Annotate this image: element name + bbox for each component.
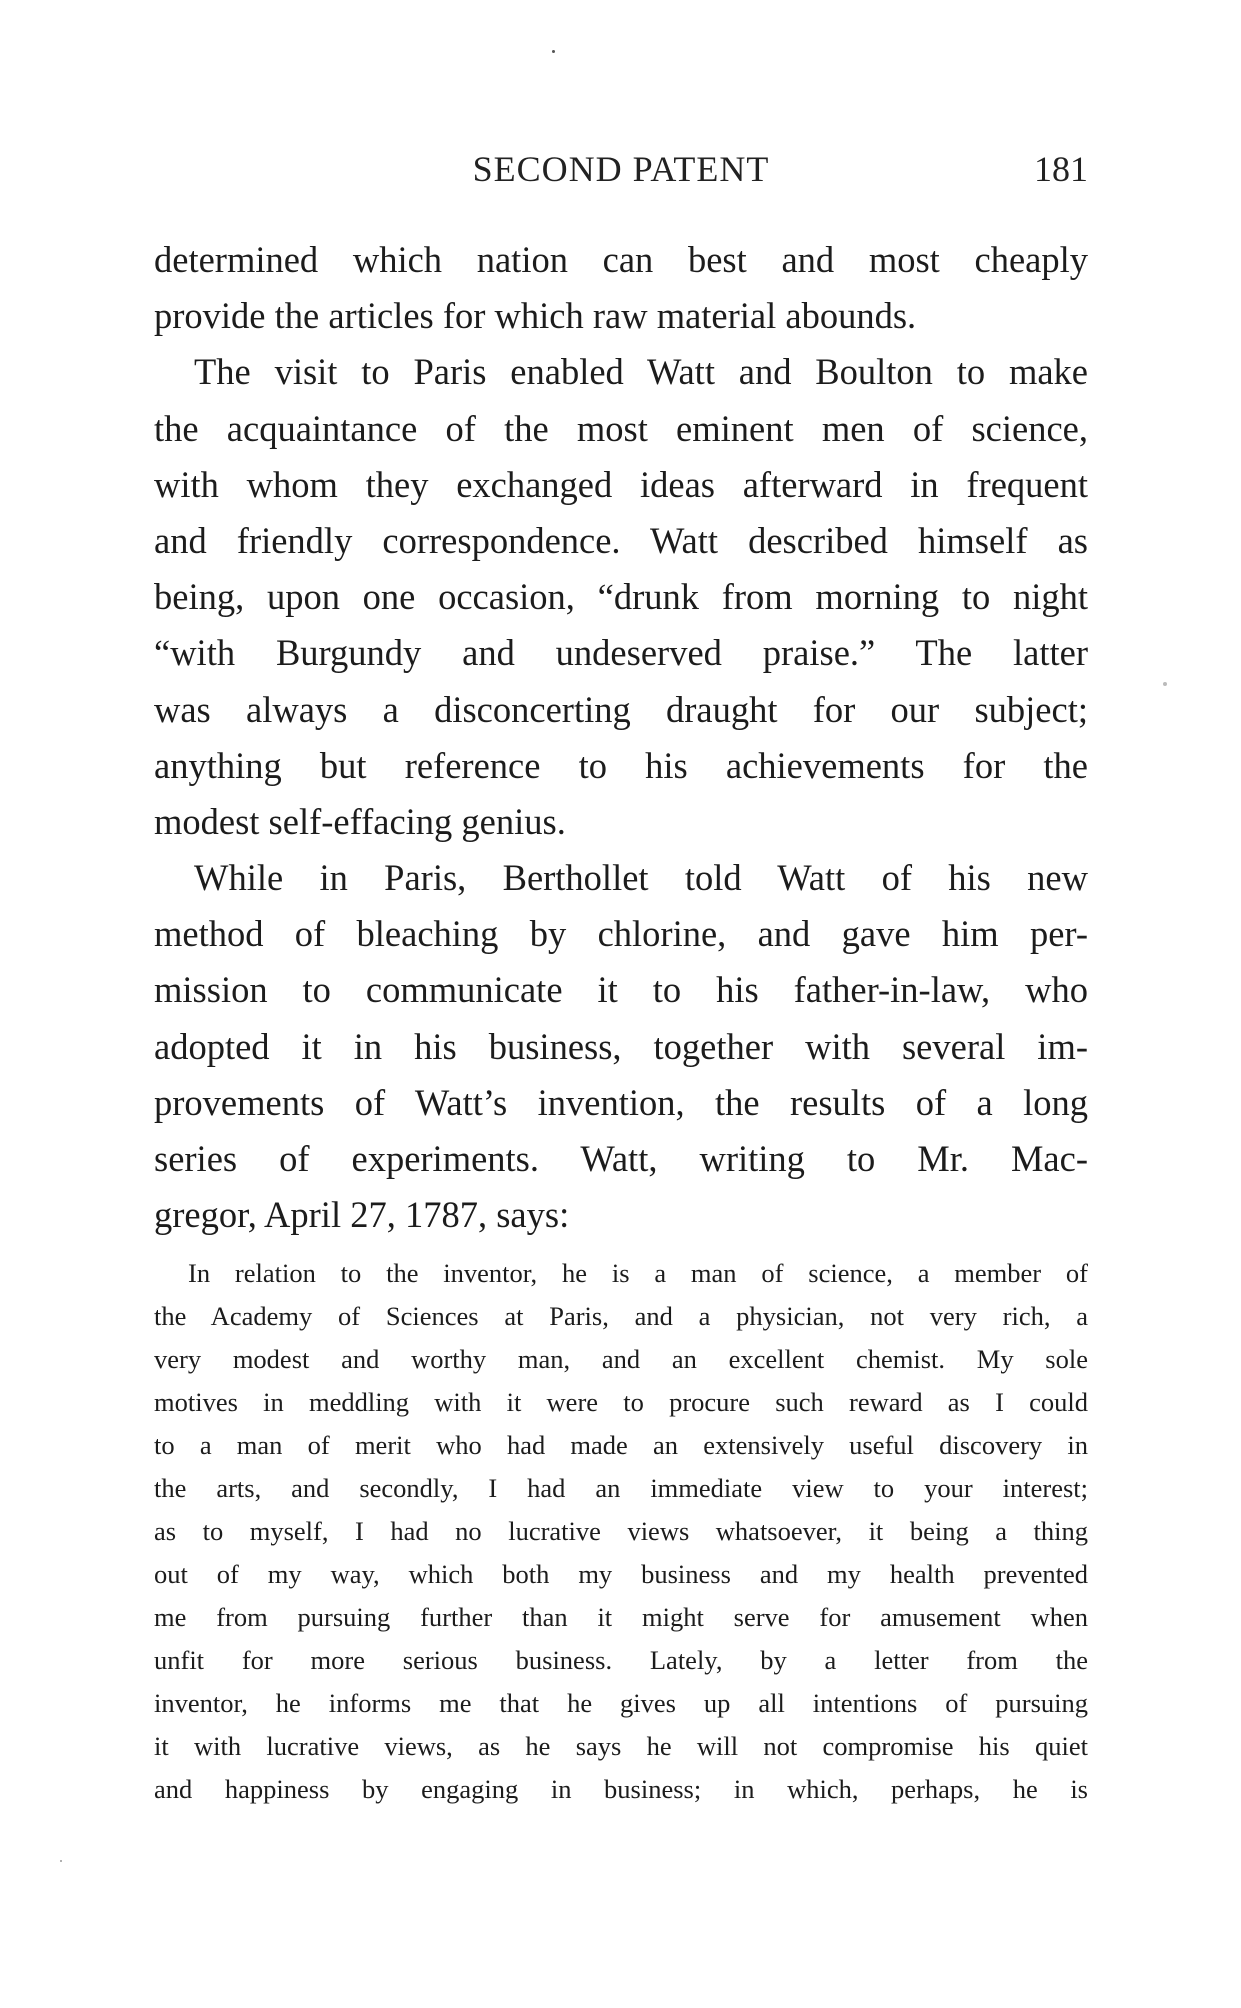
quote-line: me from pursuing further than it might serve for amusement when [154, 1602, 1088, 1632]
quote-line: motives in meddling with it were to procure such reward as I could [154, 1387, 1088, 1417]
body-line: anything but reference to his achievements for the [154, 744, 1088, 786]
print-speck [60, 1860, 62, 1862]
body-line: and friendly correspondence. Watt described himself as [154, 519, 1088, 561]
quote-line: out of my way, which both my business and my health prevented [154, 1559, 1088, 1589]
body-line: with whom they exchanged ideas afterward in frequent [154, 463, 1088, 505]
quote-line: very modest and worthy man, and an excellent chemist. My sole [154, 1344, 1088, 1374]
quote-line: the Academy of Sciences at Paris, and a physician, not very rich, a [154, 1301, 1088, 1331]
body-line: being, upon one occasion, “drunk from morning to night [154, 576, 1088, 618]
running-head: SECOND PATENT [472, 149, 770, 189]
body-line: The visit to Paris enabled Watt and Boulton to make [194, 351, 1088, 393]
quote-line: to a man of merit who had made an extensively useful discovery in [154, 1430, 1088, 1460]
print-speck [1163, 682, 1167, 686]
body-line: provements of Watt’s invention, the results of a long [154, 1081, 1088, 1123]
body-line: was always a disconcerting draught for our subject; [154, 688, 1088, 730]
quote-line: inventor, he informs me that he gives up all intentions of pursuing [154, 1688, 1088, 1718]
body-line: the acquaintance of the most eminent men of science, [154, 407, 1088, 449]
body-line: series of experiments. Watt, writing to Mr. Mac- [154, 1138, 1088, 1179]
block-quote [154, 1252, 1088, 1811]
body-line: “with Burgundy and undeserved praise.” The latter [154, 632, 1088, 674]
quote-line: as to myself, I had no lucrative views whatsoever, it being a thing [154, 1516, 1088, 1546]
quote-line: it with lucrative views, as he says he will not compromise his quiet [154, 1731, 1088, 1761]
quote-line: In relation to the inventor, he is a man of science, a member of [188, 1258, 1088, 1288]
body-line: mission to communicate it to his father-in-law, who [154, 969, 1088, 1011]
quote-line: and happiness by engaging in business; in which, perhaps, he is [154, 1774, 1088, 1804]
body-line: modest self-effacing genius. [154, 800, 566, 842]
body-line: determined which nation can best and most cheaply [154, 239, 1088, 280]
body-line: adopted it in his business, together with several im- [154, 1025, 1088, 1067]
page-number: 181 [1034, 149, 1088, 189]
body-line: While in Paris, Berthollet told Watt of his new [194, 857, 1088, 899]
print-speck [552, 50, 555, 53]
body-line: method of bleaching by chlorine, and gave him per- [154, 913, 1088, 955]
body-line: provide the articles for which raw material abounds. [154, 295, 917, 337]
quote-line: the arts, and secondly, I had an immediate view to your interest; [154, 1473, 1088, 1503]
page-header [154, 148, 1088, 198]
body-line: gregor, April 27, 1787, says: [154, 1194, 570, 1236]
body-text [154, 232, 1088, 1243]
quote-line: unfit for more serious business. Lately, by a letter from the [154, 1645, 1088, 1675]
